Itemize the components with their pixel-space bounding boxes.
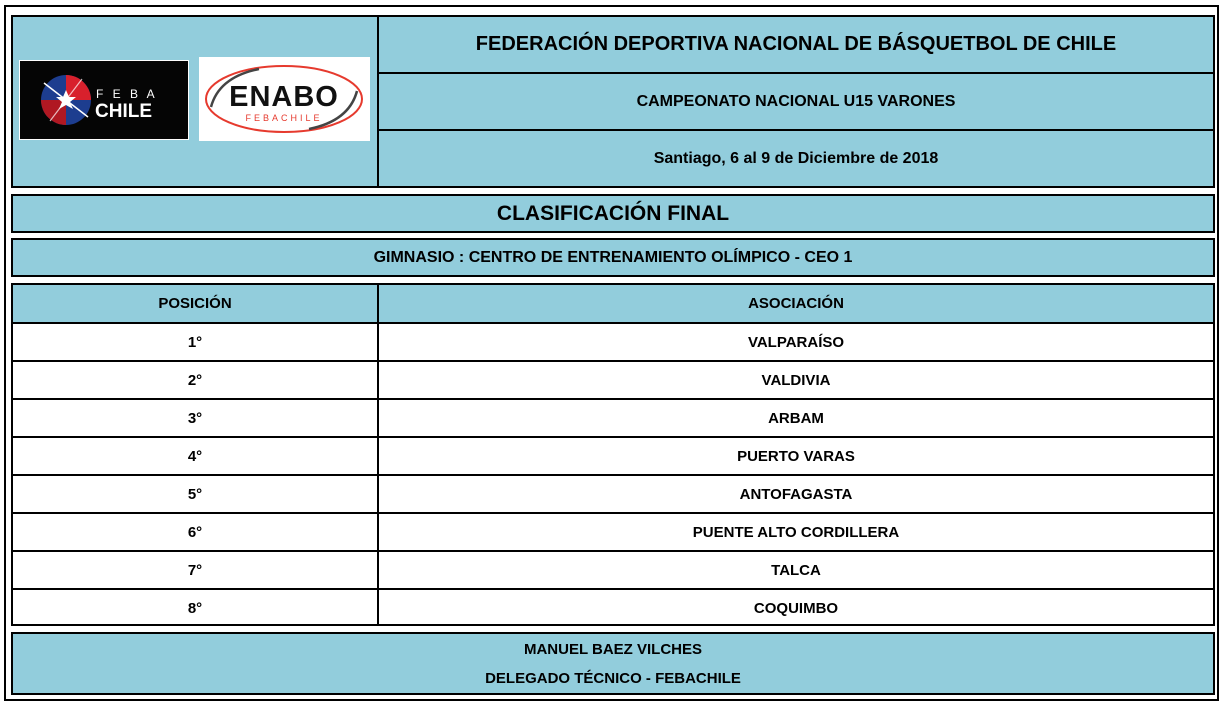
position-cell: 4° <box>187 447 203 465</box>
classification-title: CLASIFICACIÓN FINAL <box>11 194 1215 233</box>
feba-chile-logo <box>19 60 189 140</box>
position-cell: 7° <box>187 561 203 579</box>
venue-title: GIMNASIO : CENTRO DE ENTRENAMIENTO OLÍMPICO - CEO 1 <box>11 238 1215 277</box>
position-cell: 3° <box>187 409 203 427</box>
association-cell: COQUIMBO <box>753 599 839 617</box>
federation-title: FEDERACIÓN DEPORTIVA NACIONAL DE BÁSQUETBOL DE CHILE <box>475 33 1117 55</box>
feba-bottom-text: CHILE <box>95 101 152 122</box>
position-cell: 2° <box>187 371 203 389</box>
position-header: POSICIÓN <box>13 285 377 322</box>
enabo-logo <box>199 57 370 141</box>
enabo-top-text: ENABO <box>229 81 339 113</box>
championship-title: CAMPEONATO NACIONAL U15 VARONES <box>636 92 956 110</box>
association-cell: VALDIVIA <box>761 371 831 389</box>
position-cell: 5° <box>187 485 203 503</box>
position-cell: 1° <box>187 333 203 351</box>
delegate-name: MANUEL BAEZ VILCHES <box>523 640 703 658</box>
location-dates: Santiago, 6 al 9 de Diciembre de 2018 <box>653 149 939 167</box>
association-cell: TALCA <box>771 561 821 579</box>
enabo-emblem <box>199 57 370 141</box>
position-cell: 6° <box>187 523 203 541</box>
delegate-role: DELEGADO TÉCNICO - FEBACHILE <box>485 669 741 687</box>
basketball-icon <box>20 61 188 139</box>
association-cell: ANTOFAGASTA <box>739 485 853 503</box>
association-cell: PUENTE ALTO CORDILLERA <box>692 523 900 541</box>
association-cell: VALPARAÍSO <box>747 333 845 351</box>
association-header: ASOCIACIÓN <box>379 285 1213 322</box>
feba-top-text: F E B A <box>96 87 158 101</box>
association-cell: PUERTO VARAS <box>737 447 855 465</box>
enabo-bottom-text: FEBACHILE <box>245 113 323 123</box>
association-cell: ARBAM <box>768 409 824 427</box>
position-cell: 8° <box>187 599 203 617</box>
